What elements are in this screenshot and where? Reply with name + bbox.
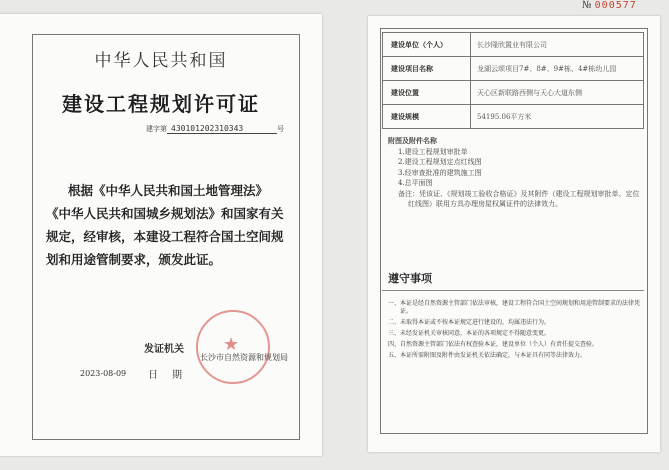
country-name: 中华人民共和国	[94, 51, 228, 71]
row-value: 长沙隆欣置业有限公司	[471, 33, 644, 57]
date-label: 日期	[148, 370, 196, 381]
date-value: 2023-08-09	[80, 369, 127, 378]
certificate-left-page	[0, 14, 322, 456]
list-item: 2.建设工程规划定点红线图	[398, 158, 482, 166]
row-value: 天心区新联路西侧与天心大道东侧	[471, 81, 644, 105]
row-label: 建设规模	[383, 105, 471, 129]
issuer-row	[144, 340, 288, 362]
list-item: 二、未取得本证或不按本证规定进行建设的，均属违法行为。	[388, 319, 551, 326]
certificate-number-row	[146, 124, 284, 134]
seal-star-icon: ★	[223, 334, 240, 355]
cert-no-prefix: 建字第	[146, 125, 167, 133]
serial-number	[582, 0, 637, 11]
issuer-label: 发证机关	[144, 344, 184, 355]
row-value: 54195.06平方米	[471, 105, 644, 129]
page-border	[380, 28, 648, 434]
certificate-right-page	[368, 16, 660, 452]
row-label: 建设位置	[383, 81, 471, 105]
remarks: 备注：凭该证、《规划竣工验收合格证》及其附件（建设工程规划审批单、定位红线图）联用方具办理房屋权属证件的法律效力。	[398, 189, 640, 208]
list-item: 五、本证所需附图及附件由发证机关依法确定，与本证具有同等法律效力。	[388, 352, 587, 359]
row-value: 龙湖云颂项目7#、8#、9#栋、4#栋幼儿园	[471, 57, 644, 81]
row-label: 建设项目名称	[383, 57, 471, 81]
list-item: 四、自然资源主管部门依法有权查验本证，建设单位（个人）有责任提交查验。	[388, 341, 599, 348]
row-label: 建设单位（个人）	[383, 33, 471, 57]
official-seal	[196, 310, 270, 384]
list-item: 1.建设工程规划审批单	[398, 147, 468, 156]
serial-value: 000577	[594, 0, 637, 11]
list-item: 一、本证是经自然资源主管部门依法审核，建设工程符合国土空间规划和用途管制要求的法律凭证。	[388, 300, 641, 315]
list-item: 4.总平面图	[398, 179, 433, 187]
certificate-body-text: 根据《中华人民共和国土地管理法》《中华人民共和国城乡规划法》和国家有关规定，经审核，本建设工程符合国土空间规划和用途管制要求，颁发此证。	[46, 183, 284, 267]
list-item: 三、未经发证机关审核同意，本证的各项规定不得随意变更。	[388, 330, 551, 337]
certificate-number: 430101202310343	[167, 124, 277, 134]
notice-title: 遵守事项	[388, 272, 432, 285]
cert-no-suffix: 号	[277, 125, 284, 133]
certificate-title: 建设工程规划许可证	[62, 92, 260, 116]
serial-prefix: №	[582, 0, 592, 11]
list-item: 3.经审查批准的建筑施工图	[398, 168, 482, 177]
issuer-value: 长沙市自然资源和规划局	[200, 353, 288, 362]
attachments-heading: 附图及附件名称	[388, 137, 437, 145]
